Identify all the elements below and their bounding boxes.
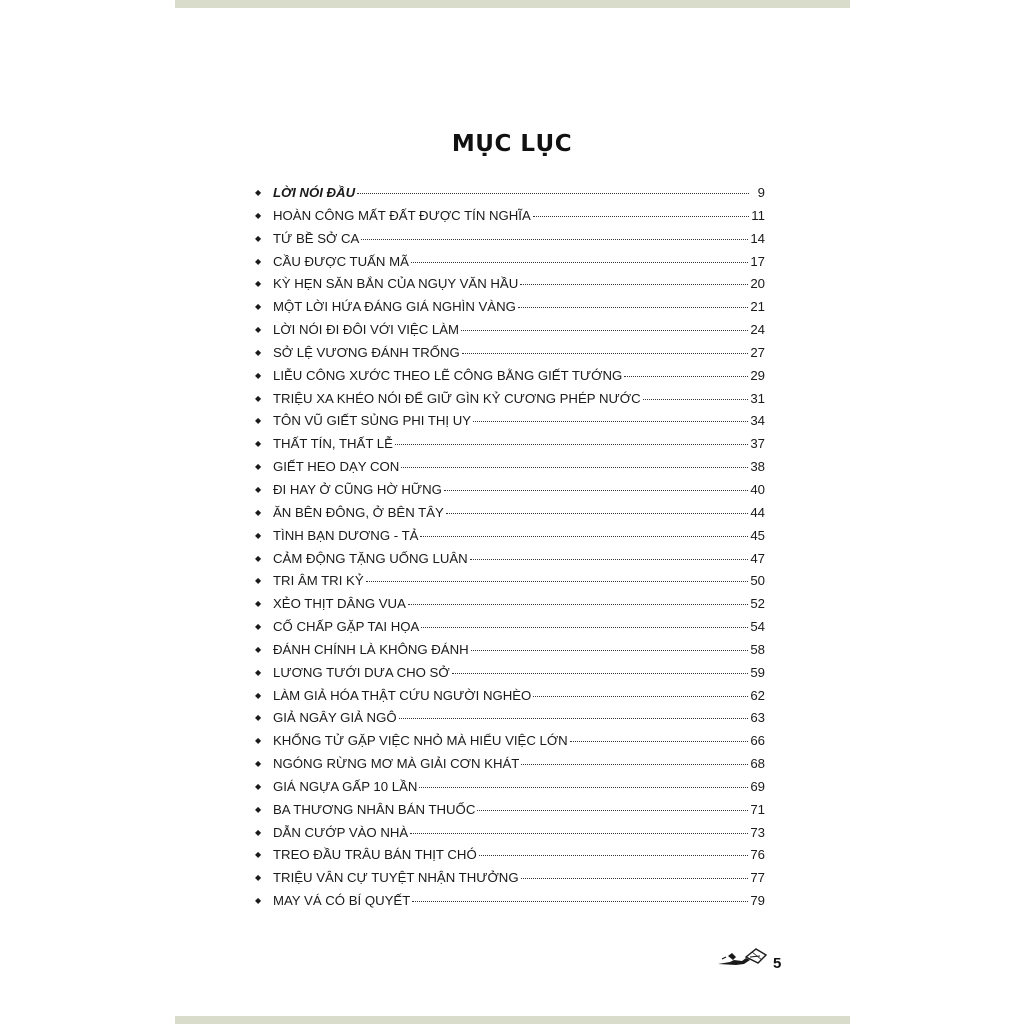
- toc-entry-page: 62: [750, 687, 765, 703]
- toc-entry: [255, 551, 765, 574]
- dot-leader: [470, 559, 749, 560]
- dot-leader: [521, 878, 749, 879]
- toc-entry-title: TRIỆU VÂN CỰ TUYỆT NHẬN THƯỞNG: [273, 870, 519, 886]
- diamond-bullet-icon: ◆: [255, 188, 262, 197]
- dot-leader: [411, 262, 748, 263]
- toc-entry-title: XẺO THỊT DÂNG VUA: [273, 596, 406, 612]
- dot-leader: [361, 239, 748, 240]
- toc-entry-page: 59: [750, 664, 765, 680]
- scholar-figure-icon: [716, 943, 772, 969]
- toc-entry-title: TÔN VŨ GIẾT SỦNG PHI THỊ UY: [273, 413, 472, 429]
- bottom-border: [175, 1016, 850, 1024]
- diamond-bullet-icon: ◆: [255, 850, 262, 860]
- dot-leader: [570, 741, 749, 742]
- toc-entry-title: THẤT TÍN, THẤT LỄ: [273, 436, 393, 452]
- toc-entry: [255, 482, 765, 505]
- toc-entry-title: CỐ CHẤP GẶP TAI HỌA: [273, 619, 420, 635]
- toc-entry-page: 79: [750, 893, 765, 909]
- diamond-bullet-icon: ◆: [255, 507, 262, 517]
- diamond-bullet-icon: ◆: [255, 279, 262, 289]
- toc-entry: [255, 208, 765, 231]
- diamond-bullet-icon: ◆: [255, 622, 262, 632]
- dot-leader: [408, 604, 748, 605]
- toc-entry-page: 11: [751, 207, 765, 223]
- dot-leader: [357, 193, 749, 194]
- toc-entry-title: LIỄU CÔNG XƯỚC THEO LẼ CÔNG BẰNG GIẾT TƯỚNG: [273, 367, 623, 383]
- dot-leader: [520, 284, 748, 285]
- toc-entry-title: LỜI NÓI ĐẦU: [273, 185, 356, 200]
- toc-entry: [255, 802, 765, 825]
- toc-entry-page: 47: [750, 550, 765, 566]
- toc-entry: [255, 733, 765, 756]
- toc-entry-page: 66: [750, 733, 765, 749]
- toc-entry-page: 40: [750, 481, 765, 497]
- toc-entry: [255, 642, 765, 665]
- toc-entry: [255, 847, 765, 870]
- toc-entry: [255, 391, 765, 414]
- toc-entry-title: LÀM GIẢ HÓA THẬT CỨU NGƯỜI NGHÈO: [273, 687, 532, 703]
- dot-leader: [395, 444, 748, 445]
- diamond-bullet-icon: ◆: [255, 736, 262, 746]
- dot-leader: [518, 307, 748, 308]
- toc-entry-title: KỲ HẸN SĂN BẮN CỦA NGỤY VĂN HẦU: [273, 276, 519, 292]
- toc-entry-page: 71: [750, 801, 765, 817]
- toc-entry-title: BA THƯƠNG NHÂN BÁN THUỐC: [273, 801, 476, 817]
- toc-entry: [255, 299, 765, 322]
- toc-entry-page: 20: [750, 276, 765, 292]
- toc-entry: [255, 688, 765, 711]
- toc-entry: [255, 573, 765, 596]
- toc-entry-page: 63: [750, 710, 765, 726]
- dot-leader: [412, 901, 748, 902]
- dot-leader: [461, 330, 748, 331]
- toc-entry: [255, 596, 765, 619]
- dot-leader: [420, 536, 748, 537]
- toc-entry: [255, 276, 765, 299]
- toc-entry-title: GIẾT HEO DẠY CON: [273, 459, 400, 475]
- toc-entry-page: 76: [750, 847, 765, 863]
- diamond-bullet-icon: ◆: [255, 576, 262, 586]
- toc-entry-page: 58: [750, 641, 765, 657]
- toc-entry-page: 52: [750, 596, 765, 612]
- toc-entry-title: TỨ BỀ SỞ CA: [273, 230, 360, 246]
- toc-entry-title: NGÓNG RỪNG MƠ MÀ GIẢI CƠN KHÁT: [273, 756, 520, 772]
- toc-entry-title: TREO ĐẦU TRÂU BÁN THỊT CHÓ: [273, 847, 477, 863]
- diamond-bullet-icon: ◆: [255, 416, 262, 426]
- dot-leader: [471, 650, 749, 651]
- dot-leader: [399, 718, 749, 719]
- toc-entry: [255, 322, 765, 345]
- dot-leader: [479, 855, 749, 856]
- toc-entry-page: 50: [750, 573, 765, 589]
- diamond-bullet-icon: ◆: [255, 530, 262, 540]
- toc-entry: [255, 710, 765, 733]
- toc-entry: [255, 779, 765, 802]
- diamond-bullet-icon: ◆: [255, 210, 262, 220]
- toc-entry-title: SỞ LỆ VƯƠNG ĐÁNH TRỐNG: [273, 344, 460, 360]
- diamond-bullet-icon: ◆: [255, 781, 262, 791]
- toc-entry-page: 29: [750, 367, 765, 383]
- dot-leader: [624, 376, 748, 377]
- toc-entry-page: 54: [750, 619, 765, 635]
- toc-entry: [255, 254, 765, 277]
- diamond-bullet-icon: ◆: [255, 644, 262, 654]
- diamond-bullet-icon: ◆: [255, 347, 262, 357]
- toc-entry-title: DẪN CƯỚP VÀO NHÀ: [273, 824, 409, 840]
- dot-leader: [521, 764, 748, 765]
- page-number: 5: [773, 955, 782, 972]
- diamond-bullet-icon: ◆: [255, 325, 262, 335]
- toc-entry-page: 73: [750, 824, 765, 840]
- toc-entry-page: 37: [750, 436, 765, 452]
- toc-entry-page: 38: [750, 459, 765, 475]
- diamond-bullet-icon: ◆: [255, 759, 262, 769]
- toc-entry-page: 77: [750, 870, 765, 886]
- toc-entry-page: 14: [750, 230, 765, 246]
- toc-entry-title: MỘT LỜI HỨA ĐÁNG GIÁ NGHÌN VÀNG: [273, 299, 516, 315]
- toc-entry: [255, 413, 765, 436]
- diamond-bullet-icon: ◆: [255, 462, 262, 472]
- toc-entry-title: MAY VÁ CÓ BÍ QUYẾT: [273, 893, 411, 909]
- page-footer: [716, 943, 782, 972]
- toc-entry-page: 31: [750, 390, 765, 406]
- dot-leader: [452, 673, 749, 674]
- toc-entry: [255, 368, 765, 391]
- toc-entry-page: 21: [750, 299, 765, 315]
- toc-entry-title: CẦU ĐƯỢC TUẤN MÃ: [273, 253, 409, 269]
- diamond-bullet-icon: ◆: [255, 599, 262, 609]
- diamond-bullet-icon: ◆: [255, 553, 262, 563]
- toc-entry-title: LƯƠNG TƯỚI DƯA CHO SỞ: [273, 664, 450, 680]
- toc-entry-page: 9: [757, 185, 765, 200]
- toc-entry-page: 27: [750, 344, 765, 360]
- toc-entry: [255, 825, 765, 848]
- diamond-bullet-icon: ◆: [255, 804, 262, 814]
- dot-leader: [533, 696, 748, 697]
- dot-leader: [421, 627, 748, 628]
- toc-entry-title: ĐÁNH CHÍNH LÀ KHÔNG ĐÁNH: [273, 641, 469, 657]
- toc-entry-title: TÌNH BẠN DƯƠNG - TẢ: [273, 527, 419, 543]
- page-title: MỤC LỤC: [451, 131, 573, 158]
- toc-entry-title: TRIỆU XA KHÉO NÓI ĐỂ GIỮ GÌN KỶ CƯƠNG PHÉP NƯỚC: [273, 390, 641, 406]
- toc-entry: [255, 756, 765, 779]
- diamond-bullet-icon: ◆: [255, 393, 262, 403]
- diamond-bullet-icon: ◆: [255, 896, 262, 906]
- toc-entry-page: 24: [750, 322, 765, 338]
- toc-entry: [255, 893, 765, 916]
- dot-leader: [410, 833, 748, 834]
- diamond-bullet-icon: ◆: [255, 484, 262, 494]
- toc-entry-page: 17: [750, 253, 765, 269]
- toc-entry: [255, 436, 765, 459]
- toc-entry-page: 44: [750, 504, 765, 520]
- toc-entry-title: LỜI NÓI ĐI ĐÔI VỚI VIỆC LÀM: [273, 322, 460, 338]
- dot-leader: [462, 353, 749, 354]
- toc-entry: [255, 459, 765, 482]
- toc-entry: [255, 870, 765, 893]
- diamond-bullet-icon: ◆: [255, 370, 262, 380]
- diamond-bullet-icon: ◆: [255, 690, 262, 700]
- dot-leader: [477, 810, 748, 811]
- toc-entry-page: 69: [750, 778, 765, 794]
- toc-entry-title: ĐI HAY Ở CŨNG HỜ HỮNG: [273, 481, 442, 497]
- dot-leader: [419, 787, 748, 788]
- toc-entry: [255, 231, 765, 254]
- toc-entry: [255, 505, 765, 528]
- toc-entry-title: CẢM ĐỘNG TẶNG UỐNG LUÂN: [273, 550, 468, 566]
- toc-entry-title: GIÁ NGỰA GẤP 10 LẦN: [273, 778, 418, 794]
- toc-entry-title: GIẢ NGÂY GIẢ NGÔ: [273, 710, 397, 726]
- dot-leader: [643, 399, 749, 400]
- dot-leader: [446, 513, 749, 514]
- diamond-bullet-icon: ◆: [255, 667, 262, 677]
- diamond-bullet-icon: ◆: [255, 439, 262, 449]
- toc-entry-page: 34: [750, 413, 765, 429]
- dot-leader: [401, 467, 748, 468]
- toc-entry: [255, 665, 765, 688]
- diamond-bullet-icon: ◆: [255, 827, 262, 837]
- toc-entry: [255, 185, 765, 208]
- toc-entry: [255, 619, 765, 642]
- toc-entry: [255, 345, 765, 368]
- diamond-bullet-icon: ◆: [255, 873, 262, 883]
- toc-entry-page: 68: [750, 756, 765, 772]
- toc-entry: [255, 528, 765, 551]
- dot-leader: [533, 216, 749, 217]
- top-border: [175, 0, 850, 8]
- toc-entry-title: KHỔNG TỬ GẶP VIỆC NHỎ MÀ HIỂU VIỆC LỚN: [273, 733, 568, 749]
- toc-entry-title: TRI ÂM TRI KỶ: [273, 573, 364, 589]
- dot-leader: [366, 581, 749, 582]
- diamond-bullet-icon: ◆: [255, 713, 262, 723]
- toc-entry-page: 45: [750, 527, 765, 543]
- dot-leader: [444, 490, 748, 491]
- toc-entry-title: ĂN BÊN ĐÔNG, Ở BÊN TÂY: [273, 504, 444, 520]
- diamond-bullet-icon: ◆: [255, 233, 262, 243]
- diamond-bullet-icon: ◆: [255, 256, 262, 266]
- diamond-bullet-icon: ◆: [255, 302, 262, 312]
- dot-leader: [473, 421, 748, 422]
- toc-entry-title: HOÀN CÔNG MẤT ĐẤT ĐƯỢC TÍN NGHĨA: [273, 207, 531, 223]
- table-of-contents: [255, 185, 765, 916]
